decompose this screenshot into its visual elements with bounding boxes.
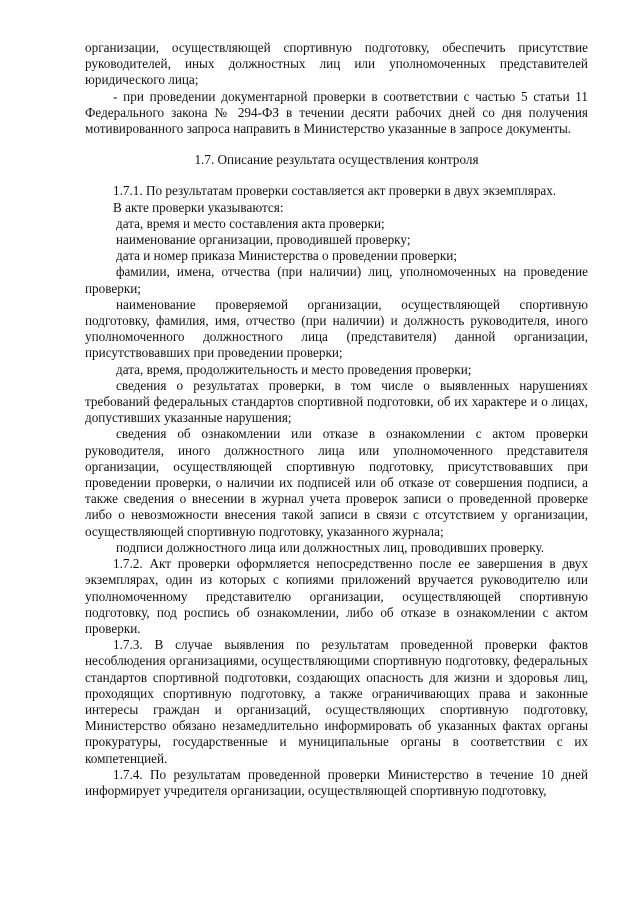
paragraph-1-7-2: 1.7.2. Акт проверки оформляется непосредственно после ее завершения в двух экземплярах, один из которых с копиями приложений вручается руководителю или уполномоченному представителю организации, осуществляющей спортивную подготовку, под роспись об ознакомлении, либо об отказе в ознакомлении с актом проверки. — [85, 556, 588, 636]
paragraph-1-7-4: 1.7.4. По результатам проведенной проверки Министерство в течение 10 дней информирует учредителя организации, осуществляющей спортивную подготовку, — [85, 766, 588, 798]
document-body — [85, 40, 588, 799]
paragraph-continuation: организации, осуществляющей спортивную подготовку, обеспечить присутствие руководителей, иных должностных лиц или уполномоченных представителей юридического лица; — [85, 40, 588, 88]
act-item: дата и номер приказа Министерства о проведении проверки; — [116, 248, 458, 264]
act-item: дата, время и место составления акта проверки; — [116, 215, 385, 231]
paragraph-1-7-3: 1.7.3. В случае выявления по результатам проведенной проверки фактов несоблюдения организациями, осуществляющими спортивную подготовку, федеральных стандартов спортивной подготовки, создающих опасность для жизни и здоровья лиц, проходящих спортивную подготовку, а также ограничивающих права и законные интересы граждан и организаций, осуществляющих спортивную подготовку, Министерство обязано незамедлительно информировать об указанных фактах органы прокуратуры, государственные и муниципальные органы в соответствии с их компетенцией. — [85, 637, 588, 766]
act-contents-intro: В акте проверки указываются: — [113, 199, 284, 215]
act-item: фамилии, имена, отчества (при наличии) лиц, уполномоченных на проведение проверки; — [85, 264, 588, 296]
act-item: сведения об ознакомлении или отказе в ознакомлении с актом проверки руководителя, иного должностного лица или уполномоченного представителя организации, осуществляющей спортивную подготовку, присутствовавших при проведении проверки, о наличии их подписей или об отказе от совершения подписи, а также сведения о внесении в журнал учета проверок записи о проведенной проверке либо о невозможности внесения такой записи в связи с отсутствием у организации, осуществляющей спортивную подготовку, указанного журнала; — [85, 426, 588, 539]
act-item: подписи должностного лица или должностных лиц, проводивших проверку. — [116, 539, 545, 555]
act-item: наименование организации, проводившей проверку; — [116, 232, 411, 248]
act-item: наименование проверяемой организации, осуществляющей спортивную подготовку, фамилия, имя, отчество (при наличии) и должность руководителя, иного уполномоченного должностного лица (представителя) данной организации, присутствовавших при проведении проверки; — [85, 296, 588, 361]
section-heading: 1.7. Описание результата осуществления контроля — [194, 152, 479, 168]
act-item: дата, время, продолжительность и место проведения проверки; — [116, 361, 472, 377]
paragraph-documentary-check: - при проведении документарной проверки в соответствии с частью 5 статьи 11 Федерального закона № 294-ФЗ в течении десяти рабочих дней со дня получения мотивированного запроса направить в Министерство указанные в запросе документы. — [85, 88, 588, 137]
paragraph-1-7-1: 1.7.1. По результатам проверки составляется акт проверки в двух экземплярах. — [113, 183, 557, 199]
act-item: сведения о результатах проверки, в том числе о выявленных нарушениях требований федеральных стандартов спортивной подготовки, об их характере и о лицах, допустивших указанные нарушения; — [85, 377, 588, 426]
